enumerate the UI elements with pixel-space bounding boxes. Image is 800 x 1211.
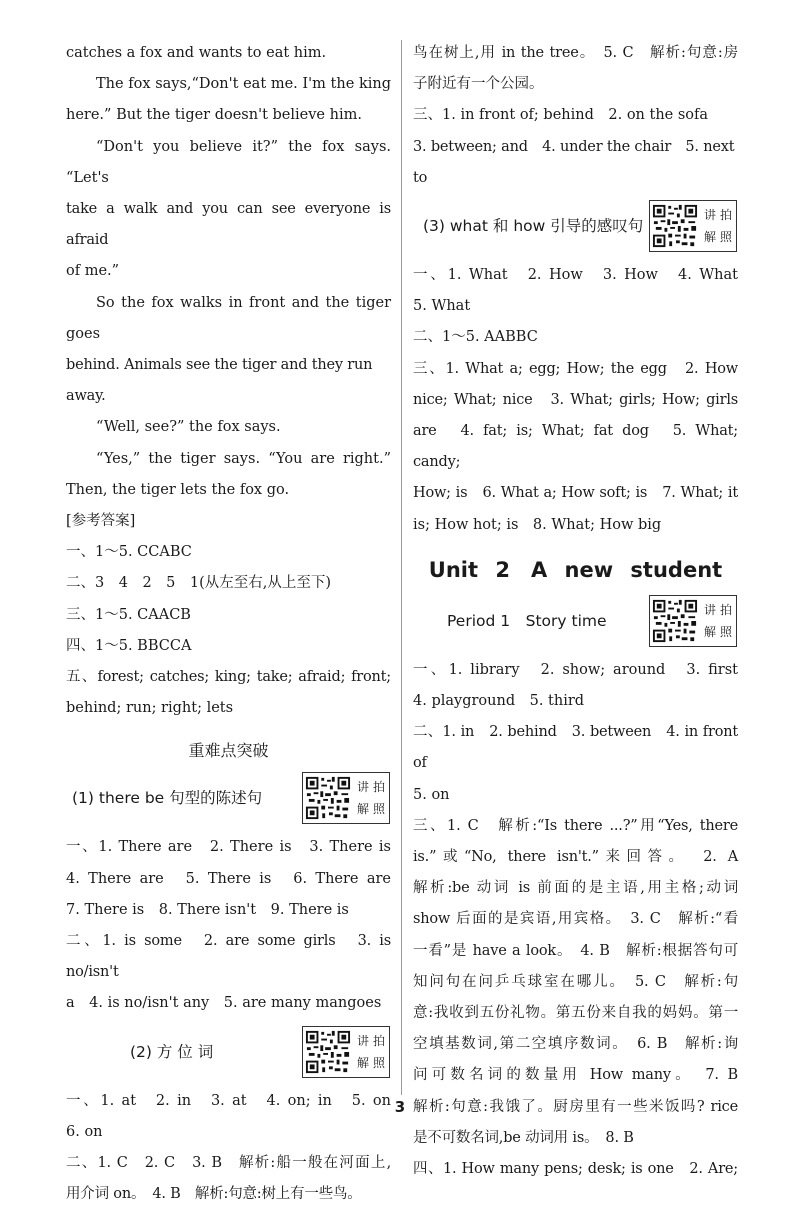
story-line: behind. Animals see the tiger and they run away. [66, 357, 373, 405]
answer-line: show 后面的是宾语,用宾格。 3. C 解析:“看 [413, 911, 738, 928]
answer-line: 三、1. in front of; behind 2. on the sofa [413, 107, 709, 124]
qr-code-badge[interactable] [649, 595, 737, 647]
answer-line: 一、1. at 2. in 3. at 4. on; in 5. on [66, 1092, 391, 1109]
answer-line: is.”或“No, there isn't.”来回答。 2. A [413, 849, 738, 866]
qr-label: 讲 拍 解 照 [356, 780, 385, 817]
answer-line: 解析:句意:我饿了。厨房里有一些米饭吗? rice [413, 1098, 738, 1115]
story-line: of me.” [66, 263, 120, 280]
answer-line: 二、3 4 2 5 1(从左至右,从上至下) [66, 575, 332, 592]
topic-header [66, 772, 391, 826]
answer-line: are 4. fat; is; What; fat dog 5. What; candy; [413, 423, 738, 471]
answer-line: 五、forest; catches; king; take; afraid; front; [66, 669, 391, 686]
answer-line: How; is 6. What a; How soft; is 7. What; it [413, 485, 738, 502]
answer-line: 鸟在树上,用 in the tree。 5. C 解析:句意:房 [413, 45, 738, 61]
answer-line: 问可数名词的数量用 How many。 7. B [413, 1067, 738, 1084]
answer-line: 三、1. What a; egg; How; the egg 2. How [413, 360, 738, 377]
answer-line: 知问句在问乒乓球室在哪儿。 5. C 解析:句 [413, 973, 738, 990]
qr-code-icon [652, 203, 698, 249]
qr-label: 讲 拍 解 照 [703, 208, 732, 245]
story-line: catches a fox and wants to eat him. [66, 45, 327, 61]
left-column [66, 38, 391, 1211]
story-line: Then, the tiger lets the fox go. [66, 481, 290, 498]
story-line: “Don't you believe it?” the fox says. “Let's [66, 138, 391, 186]
qr-label: 讲 拍 解 照 [703, 602, 732, 639]
answer-line: 一、1～5. CCABC [66, 544, 192, 561]
answer-line: 一、1. library 2. show; around 3. first [413, 661, 738, 678]
answer-line: 一看”是 have a look。 4. B 解析:根据答句可 [413, 942, 738, 959]
unit-title: Unit 2 A new student [428, 557, 723, 582]
answer-line: 二、1. in 2. behind 3. between 4. in front of [413, 724, 738, 772]
answer-line: 一、1. There are 2. There is 3. There is [66, 839, 391, 856]
topic-title: (3) what 和 how 引导的感叹句 [423, 217, 644, 236]
topic-header [413, 200, 738, 254]
story-line: “Well, see?” the fox says. [96, 419, 281, 436]
answer-line: 三、1. C 解析:“Is there ...?”用“Yes, there [413, 817, 738, 834]
answer-line: 7. There is 8. There isn't 9. There is [66, 901, 349, 918]
topic-header [66, 1026, 391, 1080]
answer-line: 4. There are 5. There is 6. There are [66, 870, 391, 887]
answer-line: 5. on [413, 786, 450, 803]
right-column [413, 38, 738, 1185]
answer-line: 子附近有一个公园。 [413, 76, 544, 93]
answer-line: 3. between; and 4. under the chair 5. next to [413, 138, 735, 186]
answer-line: 三、1～5. CAACB [66, 606, 191, 623]
answer-line: nice; What; nice 3. What; girls; How; girls [413, 391, 738, 408]
answer-line: 用介词 on。 4. B 解析:句意:树上有一些鸟。 [66, 1186, 362, 1203]
reference-answers-title: [参考答案] [66, 513, 136, 530]
answer-line: 二、1. C 2. C 3. B 解析:船一般在河面上, [66, 1155, 391, 1172]
qr-code-icon [305, 775, 351, 821]
qr-code-badge[interactable] [302, 772, 390, 824]
answer-line: 意:我收到五份礼物。第五份来自我的妈妈。第一 [413, 1005, 738, 1022]
topic-header [413, 595, 738, 649]
answer-line: 四、1. How many pens; desk; is one 2. Are; [413, 1161, 738, 1178]
answer-line: 二、1～5. AABBC [413, 329, 538, 346]
qr-label: 讲 拍 解 照 [356, 1033, 385, 1070]
answer-line: 4. playground 5. third [413, 693, 585, 710]
answer-line: 6. on [66, 1123, 103, 1140]
answer-line: 二、1. is some 2. are some girls 3. is no/isn't [66, 933, 391, 981]
page-number: 3 [394, 1098, 406, 1116]
answer-line: a 4. is no/isn't any 5. are many mangoes [66, 995, 382, 1012]
story-line: take a walk and you can see everyone is afraid [66, 201, 391, 249]
topic-title: (1) there be 句型的陈述句 [72, 789, 263, 808]
story-line: here.” But the tiger doesn't believe him. [66, 107, 362, 124]
answer-line: 是不可数名词,be 动词用 is。 8. B [413, 1129, 634, 1146]
answer-line: 空填基数词,第二空填序数词。 6. B 解析:询 [413, 1036, 738, 1053]
answer-line: 四、1～5. BBCCA [66, 637, 192, 654]
answer-line: 解析:be 动词 is 前面的是主语,用主格;动词 [413, 880, 738, 897]
column-divider [401, 40, 402, 1095]
qr-code-icon [305, 1029, 351, 1075]
topic-title: (2) 方 位 词 [130, 1042, 214, 1061]
qr-code-badge[interactable] [302, 1026, 390, 1078]
qr-code-badge[interactable] [649, 200, 737, 252]
qr-code-icon [652, 598, 698, 644]
period-title: Period 1 Story time [447, 611, 607, 630]
answer-line: 一、1. What 2. How 3. How 4. What [413, 267, 738, 284]
answer-line: 5. What [413, 298, 471, 315]
answer-line: behind; run; right; lets [66, 700, 234, 717]
section-heading: 重难点突破 [188, 741, 269, 761]
story-line: The fox says,“Don't eat me. I'm the king [96, 76, 391, 93]
answer-line: is; How hot; is 8. What; How big [413, 516, 662, 533]
story-line: So the fox walks in front and the tiger goes [66, 294, 391, 342]
story-line: “Yes,” the tiger says. “You are right.” [96, 450, 391, 467]
